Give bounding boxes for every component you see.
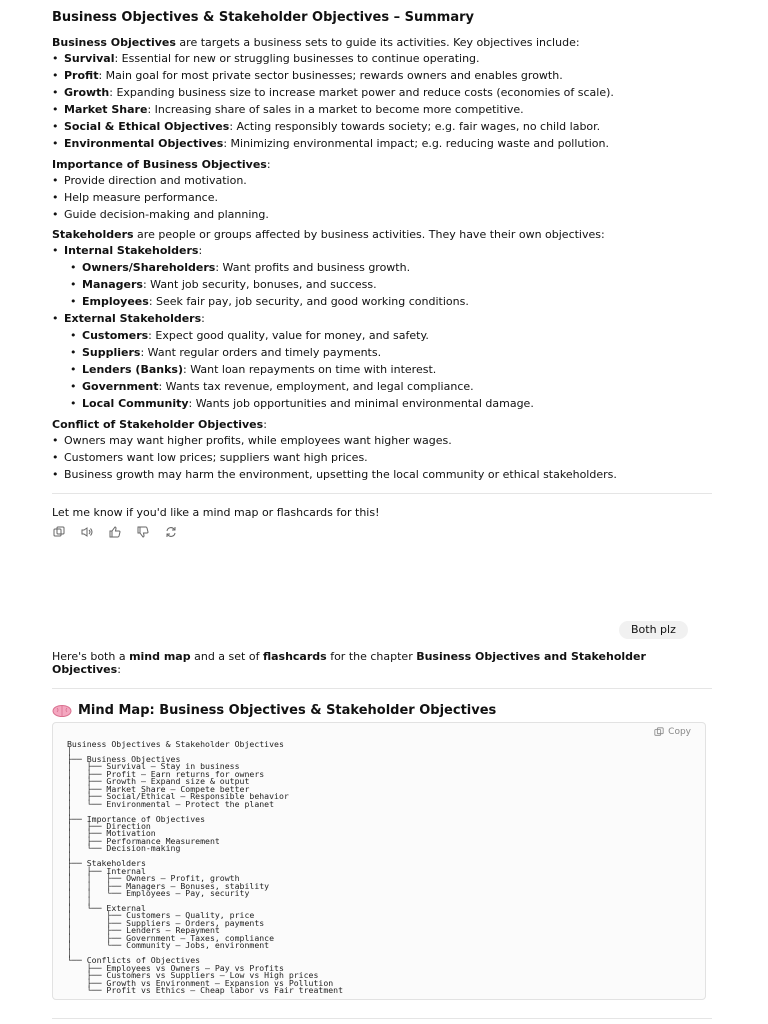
copy-code-button[interactable]: Copy	[654, 727, 691, 737]
regenerate-icon[interactable]	[164, 526, 178, 538]
summary-title: Business Objectives & Stakeholder Objectives – Summary	[52, 10, 474, 25]
message-actions	[52, 526, 712, 538]
list-item: • Owners may want higher profits, while employees want higher wages.	[52, 435, 712, 447]
stakeholder-group: • External Stakeholders:	[52, 313, 712, 325]
list-item: • Profit: Main goal for most private sector businesses; rewards owners and enables growth.	[52, 70, 712, 82]
user-message-bubble: Both plz	[619, 621, 688, 639]
list-item: • Business growth may harm the environment, upsetting the local community or ethical stakeholders.	[52, 469, 712, 481]
speaker-icon[interactable]	[80, 526, 94, 538]
copy-icon	[654, 727, 664, 737]
offer-text: Let me know if you'd like a mind map or flashcards for this!	[52, 506, 380, 519]
stakeholder-group: • Internal Stakeholders:	[52, 245, 712, 257]
list-item: • Social & Ethical Objectives: Acting responsibly towards society; e.g. fair wages, no child labor.	[52, 121, 712, 133]
list-item: • Suppliers: Want regular orders and timely payments.	[70, 347, 712, 359]
list-item: • Provide direction and motivation.	[52, 175, 712, 187]
list-item: • Help measure performance.	[52, 192, 712, 204]
list-item: • Customers want low prices; suppliers want high prices.	[52, 452, 712, 464]
list-item: • Managers: Want job security, bonuses, and success.	[70, 279, 712, 291]
copy-icon[interactable]	[52, 526, 66, 538]
objectives-list	[52, 53, 712, 150]
list-item: • Environmental Objectives: Minimizing environmental impact; e.g. reducing waste and pollution.	[52, 138, 712, 150]
list-item: • Guide decision-making and planning.	[52, 209, 712, 221]
assistant-message	[52, 0, 712, 538]
list-item: • Employees: Seek fair pay, job security, and good working conditions.	[70, 296, 712, 308]
brain-icon	[52, 705, 72, 717]
list-item: • Government: Wants tax revenue, employment, and legal compliance.	[70, 381, 712, 393]
stakeholders-list	[52, 245, 712, 410]
conflict-list	[52, 435, 712, 481]
list-item: • Local Community: Wants job opportunities and minimal environmental damage.	[70, 398, 712, 410]
objectives-intro: Business Objectives are targets a business sets to guide its activities. Key objectives include:	[52, 36, 580, 49]
divider	[52, 1018, 712, 1019]
list-item: • Market Share: Increasing share of sales in a market to become more competitive.	[52, 104, 712, 116]
mindmap-code-block	[52, 722, 706, 1000]
mindmap-heading: Mind Map: Business Objectives & Stakeholder Objectives	[52, 703, 496, 718]
thumbs-up-icon[interactable]	[108, 526, 122, 538]
stakeholders-intro: Stakeholders are people or groups affected by business activities. They have their own objectives:	[52, 228, 605, 241]
list-item: • Growth: Expanding business size to increase market power and reduce costs (economies of scale).	[52, 87, 712, 99]
list-item: • Survival: Essential for new or struggling businesses to continue operating.	[52, 53, 712, 65]
thumbs-down-icon[interactable]	[136, 526, 150, 538]
divider	[52, 688, 712, 689]
importance-list	[52, 175, 712, 221]
importance-heading: Importance of Business Objectives:	[52, 158, 271, 171]
conflict-heading: Conflict of Stakeholder Objectives:	[52, 418, 267, 431]
list-item: • Owners/Shareholders: Want profits and business growth.	[70, 262, 712, 274]
divider	[52, 493, 712, 494]
mindmap-tree: Business Objectives & Stakeholder Objectives │ ├── Business Objectives │ ├── Survival – Stay in business │ ├── Profit – Earn returns for owners │ ├── Growth – Expand size & output │ ├── Market Share – Compete better │ ├── Social/Ethical – Responsible behavior │ └── Environmental – Protect the planet │ ├── Importance of Objectives │ ├── Direction │ ├── Motivation │ ├── Performance Measurement │ └── Decision-making │ ├── Stakeholders │ ├── Internal │ │ ├── Owners – Profit, growth │ │ ├── Managers – Bonuses, stability │ │ └── Employees – Pay, security │ │ │ └── External │ ├── Customers – Quality, price │ ├── Suppliers – Orders, payments │ ├── Lenders – Repayment │ ├── Government – Taxes, compliance │ └── Community – Jobs, environment │ └── Conflicts of Objectives ├── Employees vs Owners – Pay vs Profits ├── Customers vs Suppliers – Low vs High prices ├── Growth vs Environment – Expansion vs Pollution └── Profit vs Ethics – Cheap labor vs Fair treatment	[67, 739, 344, 995]
list-item: • Lenders (Banks): Want loan repayments on time with interest.	[70, 364, 712, 376]
list-item: • Customers: Expect good quality, value for money, and safety.	[70, 330, 712, 342]
reply-intro: Here's both a mind map and a set of flashcards for the chapter Business Objectives and Stakeholder Objectives:	[52, 650, 646, 676]
